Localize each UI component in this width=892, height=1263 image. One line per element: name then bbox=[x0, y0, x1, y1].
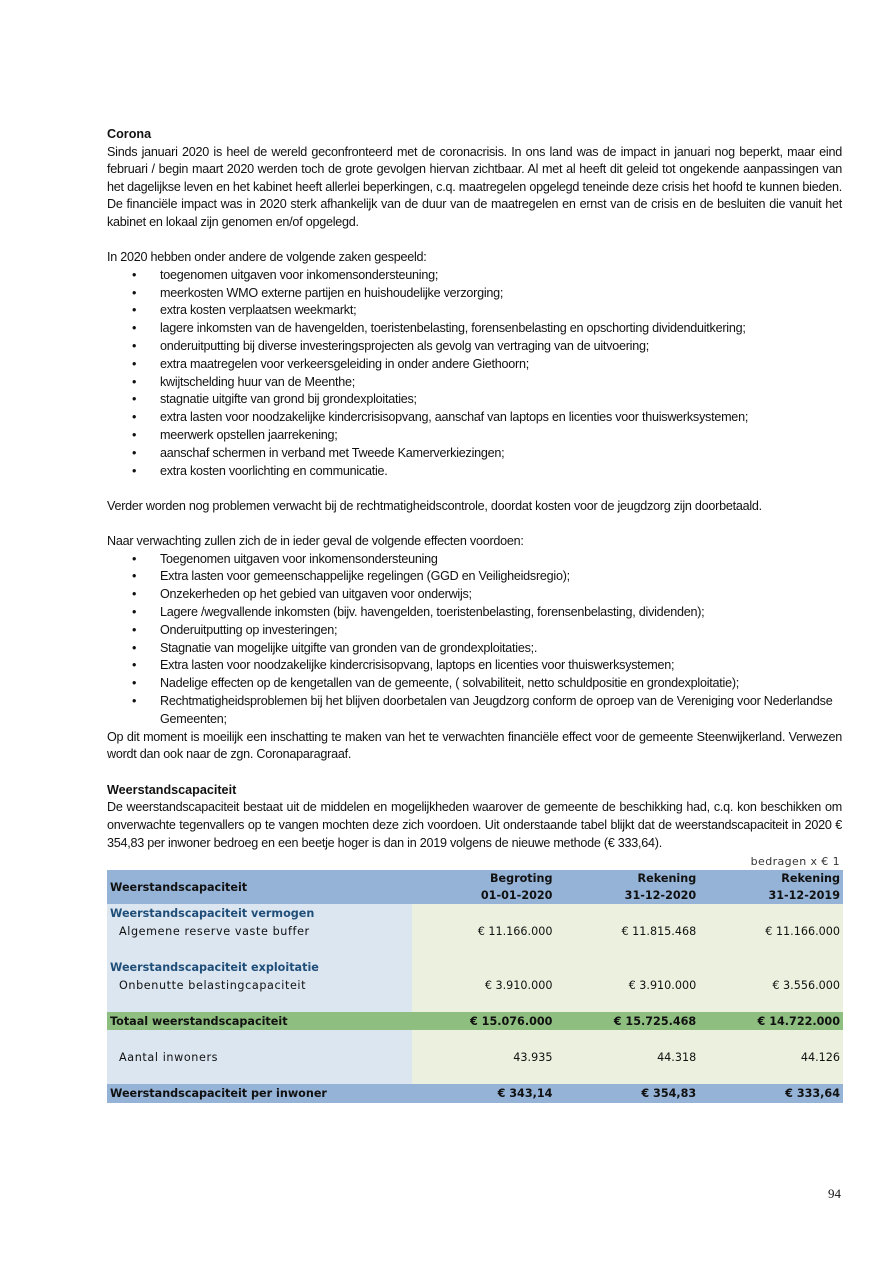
header-col2-line2: 31-12-2020 bbox=[555, 887, 699, 904]
row-onbenutte-v2: € 3.910.000 bbox=[555, 976, 699, 995]
bullet-icon: • bbox=[132, 427, 137, 442]
inhabitants-v1: 43.935 bbox=[412, 1030, 556, 1084]
bullet-icon: • bbox=[132, 605, 137, 620]
row-algemene-reserve-v3: € 11.166.000 bbox=[699, 922, 843, 941]
bullet-icon: • bbox=[132, 374, 137, 389]
list-item-text: aanschaf schermen in verband met Tweede Kamerverkiezingen; bbox=[160, 445, 505, 460]
table-row-per-inhabitant bbox=[107, 1084, 843, 1103]
list-item-text: Onzekerheden op het gebied van uitgaven voor onderwijs; bbox=[160, 587, 472, 602]
corona-intro: Sinds januari 2020 is heel de wereld geconfronteerd met de coronacrisis. In ons land was de impact in januari nog beperkt, maar eind februari / begin maart 2020 werden toch de grote gevolgen hiervan zichtbaar. Al met al heeft dit geleid tot ongekende aanpassingen van het dagelijkse leven en het kabinet heeft allerlei beperkingen, c.q. maatregelen opgelegd teneinde deze crisis het hoofd te kunnen bieden. De financiële impact was in 2020 sterk afhankelijk van de duur van de maatregelen en ernst van de crisis en de besluiten die vanuit het kabinet en lokaal zijn genomen en/of opgelegd. bbox=[107, 144, 842, 229]
section-vermogen: Weerstandscapaciteit vermogen bbox=[107, 904, 412, 922]
row-onbenutte-label: Onbenutte belastingcapaciteit bbox=[107, 976, 412, 995]
bullet-icon: • bbox=[132, 694, 137, 709]
corona-note: Verder worden nog problemen verwacht bij de rechtmatigheidscontrole, doordat kosten voor de jeugdzorg zijn doorbetaald. bbox=[107, 498, 762, 513]
bullet-icon: • bbox=[132, 587, 137, 602]
table-row bbox=[107, 922, 843, 941]
inhabitants-v3: 44.126 bbox=[699, 1030, 843, 1084]
list-item-text: Stagnatie van mogelijke uitgifte van gronden van de grondexploitaties;. bbox=[160, 640, 538, 655]
list-item bbox=[107, 427, 842, 445]
list-item bbox=[107, 356, 842, 374]
list-item-text: Rechtmatigheidsproblemen bij het blijven doorbetalen van Jeugdzorg conform de oproep van de Vereniging voor Nederlandse Gemeenten; bbox=[160, 694, 833, 726]
corona-closing: Op dit moment is moeilijk een inschatting te maken van het te verwachten financiële effect voor de gemeente Steenwijkerland. Verwezen wordt dan ook naar de zgn. Coronaparagraaf. bbox=[107, 729, 842, 762]
list-item bbox=[107, 445, 842, 463]
bullet-icon: • bbox=[132, 410, 137, 425]
bullet-icon: • bbox=[132, 676, 137, 691]
total-label: Totaal weerstandscapaciteit bbox=[107, 1012, 412, 1030]
bullet-icon: • bbox=[132, 551, 137, 566]
list-2020-effects bbox=[107, 267, 842, 481]
list-item bbox=[107, 675, 842, 693]
list-item bbox=[107, 551, 842, 569]
per-inhabitant-v1: € 343,14 bbox=[412, 1084, 556, 1103]
list-item-text: lagere inkomsten van de havengelden, toeristenbelasting, forensenbelasting en opschorting dividenduitkering; bbox=[160, 321, 746, 336]
list-item bbox=[107, 320, 842, 338]
bullet-icon: • bbox=[132, 658, 137, 673]
bullet-icon: • bbox=[132, 356, 137, 371]
bullet-icon: • bbox=[132, 321, 137, 336]
list-item-text: stagnatie uitgifte van grond bij grondexploitaties; bbox=[160, 392, 417, 407]
page-content bbox=[107, 126, 842, 1103]
row-algemene-reserve-v2: € 11.815.468 bbox=[555, 922, 699, 941]
row-algemene-reserve-label: Algemene reserve vaste buffer bbox=[107, 922, 412, 941]
list1-intro: In 2020 hebben onder andere de volgende zaken gespeeld: bbox=[107, 250, 427, 265]
table-row bbox=[107, 904, 843, 922]
list-item-text: Onderuitputting op investeringen; bbox=[160, 622, 338, 637]
list-item-text: kwijtschelding huur van de Meenthe; bbox=[160, 374, 355, 389]
corona-heading: Corona bbox=[107, 127, 152, 141]
table-header-row bbox=[107, 870, 843, 887]
list-item-text: meerkosten WMO externe partijen en huishoudelijke verzorging; bbox=[160, 285, 504, 300]
header-col3-line1: Rekening bbox=[699, 870, 843, 887]
list-item bbox=[107, 622, 842, 640]
list-item-text: extra kosten verplaatsen weekmarkt; bbox=[160, 303, 357, 318]
bullet-icon: • bbox=[132, 285, 137, 300]
inhabitants-label: Aantal inwoners bbox=[107, 1030, 412, 1084]
list-item bbox=[107, 463, 842, 481]
bullet-icon: • bbox=[132, 622, 137, 637]
bullet-icon: • bbox=[132, 338, 137, 353]
list-item bbox=[107, 338, 842, 356]
row-algemene-reserve-v1: € 11.166.000 bbox=[412, 922, 556, 941]
list-item bbox=[107, 586, 842, 604]
list-item-text: extra kosten voorlichting en communicatie. bbox=[160, 463, 388, 478]
list-item-text: onderuitputting bij diverse investeringsprojecten als gevolg van vertraging van de uitvoering; bbox=[160, 338, 649, 353]
list-item bbox=[107, 409, 842, 427]
bullet-icon: • bbox=[132, 392, 137, 407]
per-inhabitant-label: Weerstandscapaciteit per inwoner bbox=[107, 1084, 412, 1103]
list-item bbox=[107, 693, 842, 729]
weerstand-heading: Weerstandscapaciteit bbox=[107, 782, 237, 797]
total-v3: € 14.722.000 bbox=[699, 1012, 843, 1030]
table-row bbox=[107, 976, 843, 995]
list-item bbox=[107, 374, 842, 392]
list2-intro: Naar verwachting zullen zich de in ieder geval de volgende effecten voordoen: bbox=[107, 534, 524, 549]
bullet-icon: • bbox=[132, 303, 137, 318]
list-item bbox=[107, 657, 842, 675]
list-item bbox=[107, 640, 842, 658]
per-inhabitant-v3: € 333,64 bbox=[699, 1084, 843, 1103]
list-item-text: Lagere /wegvallende inkomsten (bijv. havengelden, toeristenbelasting, forensenbelasting, dividenden); bbox=[160, 605, 705, 620]
header-col3-line2: 31-12-2019 bbox=[699, 887, 843, 904]
page-number: 94 bbox=[828, 1186, 841, 1201]
list-item bbox=[107, 285, 842, 303]
list-item bbox=[107, 267, 842, 285]
inhabitants-v2: 44.318 bbox=[555, 1030, 699, 1084]
total-v2: € 15.725.468 bbox=[555, 1012, 699, 1030]
section-exploitatie: Weerstandscapaciteit exploitatie bbox=[107, 958, 412, 976]
bullet-icon: • bbox=[132, 640, 137, 655]
table-row bbox=[107, 958, 843, 976]
list-item bbox=[107, 604, 842, 622]
header-col2-line1: Rekening bbox=[555, 870, 699, 887]
units-note: bedragen x € 1 bbox=[750, 855, 840, 869]
bullet-icon: • bbox=[132, 267, 137, 282]
table-row bbox=[107, 1030, 843, 1084]
table-row-total bbox=[107, 1012, 843, 1030]
header-col1-line2: 01-01-2020 bbox=[412, 887, 556, 904]
list-item-text: Nadelige effecten op de kengetallen van de gemeente, ( solvabiliteit, netto schuldpositie en grondexploitatie); bbox=[160, 676, 740, 691]
row-onbenutte-v3: € 3.556.000 bbox=[699, 976, 843, 995]
total-v1: € 15.076.000 bbox=[412, 1012, 556, 1030]
list-item-text: extra maatregelen voor verkeersgeleiding in onder andere Giethoorn; bbox=[160, 356, 529, 371]
list-item-text: extra lasten voor noodzakelijke kindercrisisopvang, aanschaf van laptops en licenties voor thuiswerksystemen; bbox=[160, 410, 749, 425]
per-inhabitant-v2: € 354,83 bbox=[555, 1084, 699, 1103]
list-item bbox=[107, 568, 842, 586]
list-item-text: Toegenomen uitgaven voor inkomensondersteuning bbox=[160, 551, 438, 566]
weerstand-table bbox=[107, 870, 843, 1103]
bullet-icon: • bbox=[132, 569, 137, 584]
list-item bbox=[107, 391, 842, 409]
weerstand-intro: De weerstandscapaciteit bestaat uit de middelen en mogelijkheden waarover de gemeente de beschikking had, c.q. kon beschikken om onverwachte tegenvallers op te vangen mochten deze zich voordoen. Uit onderstaande tabel blijkt dat de weerstandscapaciteit in 2020 € 354,83 per inwoner bedroeg en een beetje hoger is dan in 2019 volgens de nieuwe methode (€ 333,64). bbox=[107, 800, 842, 850]
row-onbenutte-v1: € 3.910.000 bbox=[412, 976, 556, 995]
list-item-text: toegenomen uitgaven voor inkomensondersteuning; bbox=[160, 267, 439, 282]
bullet-icon: • bbox=[132, 463, 137, 478]
list-item bbox=[107, 302, 842, 320]
list-item-text: Extra lasten voor noodzakelijke kindercrisisopvang, laptops en licenties voor thuiswerksystemen; bbox=[160, 658, 675, 673]
header-col1-line1: Begroting bbox=[412, 870, 556, 887]
list-item-text: meerwerk opstellen jaarrekening; bbox=[160, 427, 338, 442]
list-item-text: Extra lasten voor gemeenschappelijke regelingen (GGD en Veiligheidsregio); bbox=[160, 569, 570, 584]
header-label: Weerstandscapaciteit bbox=[107, 870, 412, 904]
list-expected-effects bbox=[107, 551, 842, 729]
bullet-icon: • bbox=[132, 445, 137, 460]
